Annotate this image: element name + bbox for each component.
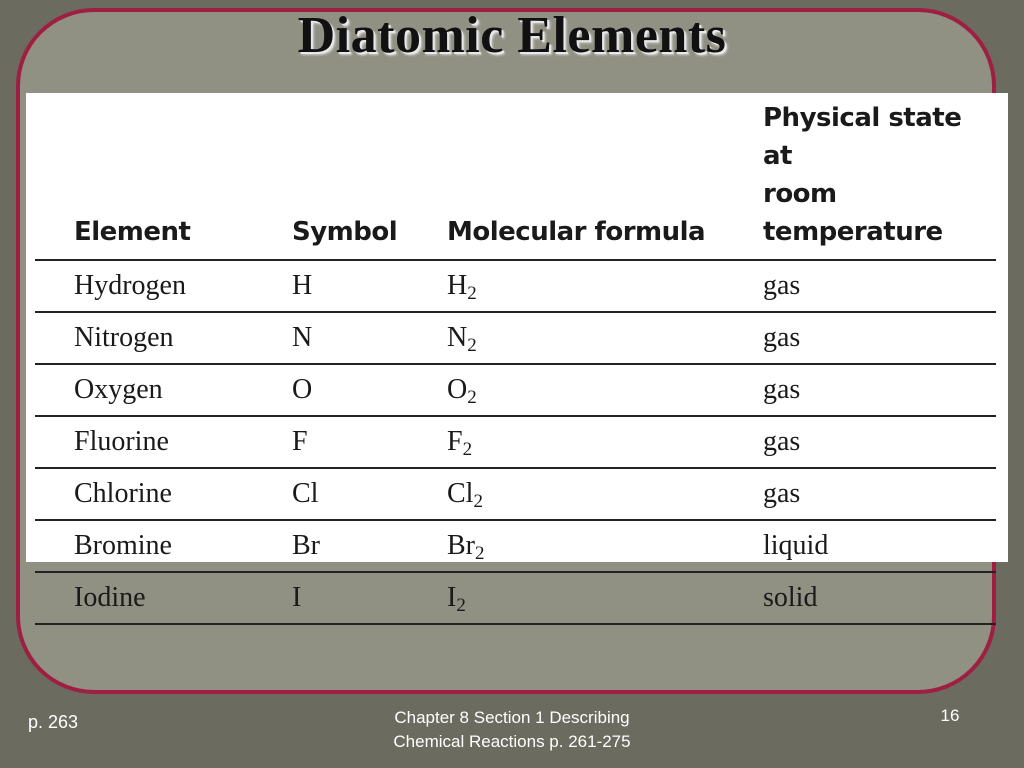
slide-title: Diatomic Elements <box>297 7 727 64</box>
formula-subscript: 2 <box>456 595 466 616</box>
footer-chapter-line2: Chemical Reactions p. 261-275 <box>393 732 631 751</box>
cell-state: gas <box>763 416 996 468</box>
table-row <box>35 468 996 520</box>
cell-state: gas <box>763 364 996 416</box>
header-physical-state <box>763 93 996 260</box>
cell-element: Fluorine <box>35 416 292 468</box>
formula-base: I <box>447 582 457 613</box>
formula-base: F <box>447 426 463 457</box>
cell-symbol: F <box>292 416 447 468</box>
cell-state: liquid <box>763 520 996 572</box>
cell-symbol: Br <box>292 520 447 572</box>
header-physical-state-line2: room temperature <box>763 179 943 247</box>
cell-symbol: Cl <box>292 468 447 520</box>
cell-formula <box>447 572 763 624</box>
header-physical-state-line1: Physical state at <box>763 103 962 171</box>
cell-element: Iodine <box>35 572 292 624</box>
cell-formula <box>447 364 763 416</box>
table-row <box>35 364 996 416</box>
formula-subscript: 2 <box>467 387 477 408</box>
formula-base: Cl <box>447 478 474 509</box>
formula-subscript: 2 <box>462 439 473 460</box>
cell-element: Bromine <box>35 520 292 572</box>
table-row <box>35 520 996 572</box>
cell-element: Nitrogen <box>35 312 292 364</box>
table-header-row <box>35 93 996 260</box>
footer-chapter-info <box>362 706 662 754</box>
cell-formula <box>447 468 763 520</box>
formula-base: O <box>447 374 468 405</box>
table-panel <box>26 93 1008 616</box>
cell-element: Hydrogen <box>35 260 292 312</box>
cell-state: gas <box>763 260 996 312</box>
cell-formula <box>447 416 763 468</box>
cell-state: solid <box>763 572 996 624</box>
formula-subscript: 2 <box>467 283 477 304</box>
table-row <box>35 312 996 364</box>
cell-element: Oxygen <box>35 364 292 416</box>
formula-base: Br <box>447 530 475 561</box>
cell-symbol: I <box>292 572 447 624</box>
cell-formula <box>447 260 763 312</box>
formula-base: H <box>447 270 468 301</box>
table-row <box>35 572 996 624</box>
table-row <box>35 416 996 468</box>
cell-element: Chlorine <box>35 468 292 520</box>
cell-symbol: H <box>292 260 447 312</box>
formula-subscript: 2 <box>475 543 485 564</box>
diatomic-elements-table <box>35 93 996 625</box>
header-element: Element <box>35 93 292 260</box>
footer-chapter-line1: Chapter 8 Section 1 Describing <box>394 708 630 727</box>
slide-number: 16 <box>940 706 960 725</box>
cell-symbol: O <box>292 364 447 416</box>
header-molecular-formula: Molecular formula <box>447 93 763 260</box>
header-symbol: Symbol <box>292 93 447 260</box>
formula-subscript: 2 <box>473 491 483 512</box>
formula-subscript: 2 <box>467 335 477 356</box>
formula-base: N <box>447 322 468 353</box>
cell-state: gas <box>763 312 996 364</box>
cell-symbol: N <box>292 312 447 364</box>
table-row <box>35 260 996 312</box>
cell-formula <box>447 312 763 364</box>
footer-page-reference: p. 263 <box>28 712 79 732</box>
cell-state: gas <box>763 468 996 520</box>
cell-formula <box>447 520 763 572</box>
